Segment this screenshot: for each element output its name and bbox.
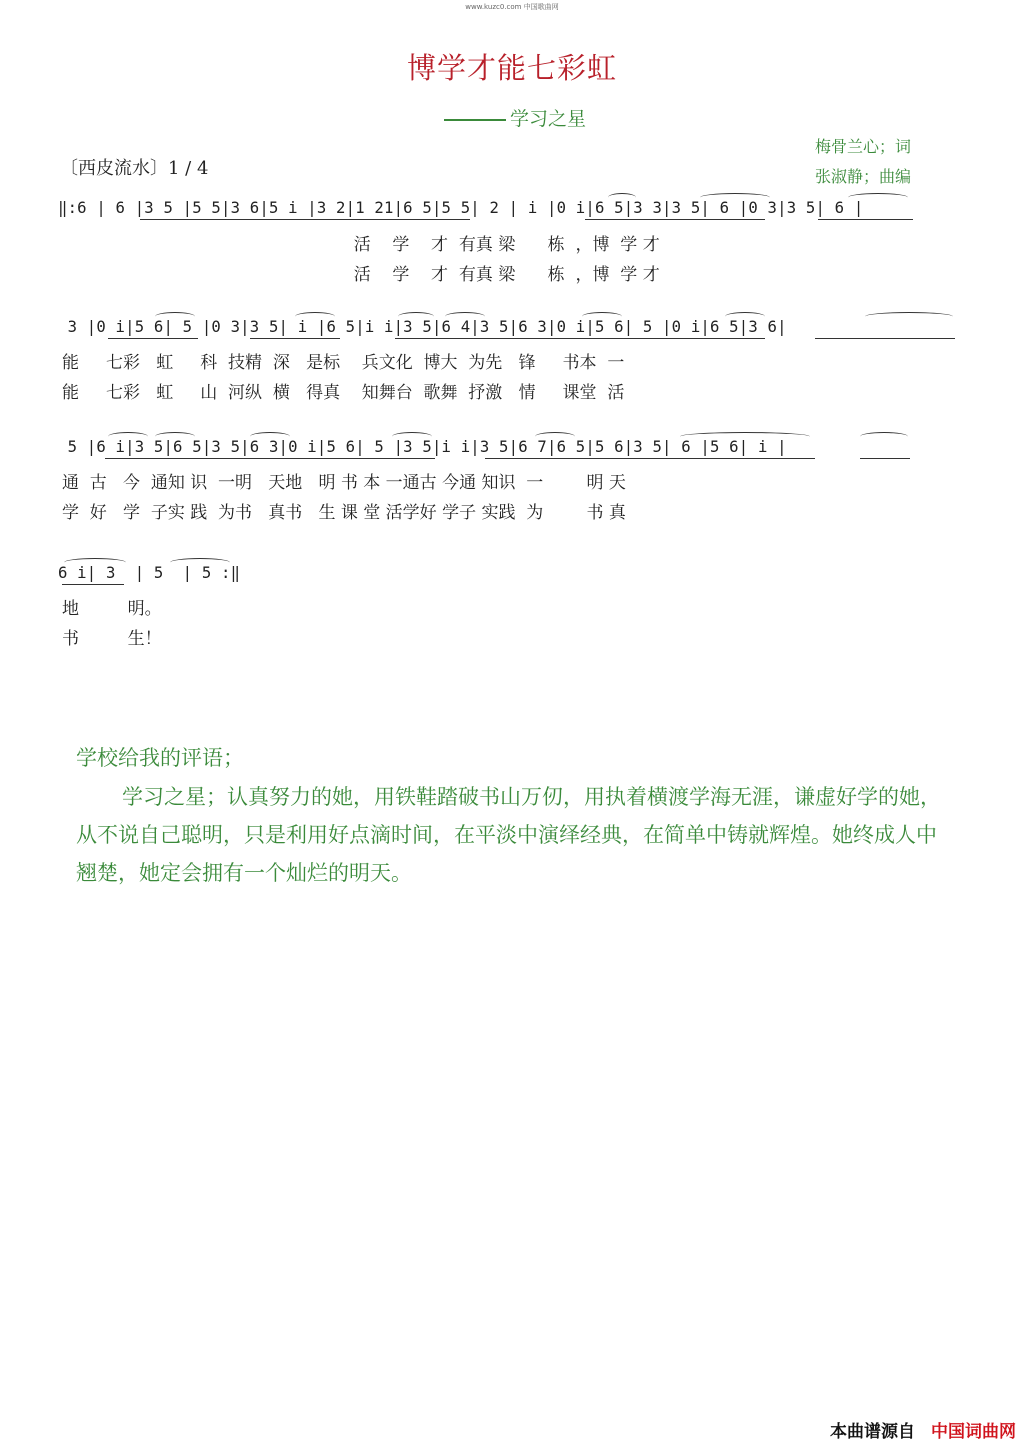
slur-mark <box>860 432 908 441</box>
slur-mark <box>700 193 770 202</box>
slur-mark <box>155 312 195 321</box>
score-line-2-lyrics-verse-2: 能 七彩 虹 山 河纵 横 得真 知舞台 歌舞 抒激 情 课堂 活 <box>62 383 625 403</box>
score-line-1-lyrics-verse-2: 活 学 才 有真 梁 栋 ，博 学 才 <box>62 265 660 285</box>
rhythm-underline <box>485 458 815 459</box>
score-line-1-lyrics-verse-1: 活 学 才 有真 梁 栋 ，博 学 才 <box>62 235 660 255</box>
rhythm-underline <box>250 338 340 339</box>
lyricist-credit: 梅骨兰心；词 <box>815 137 912 156</box>
slur-mark <box>108 432 148 441</box>
score-line-3-notes: 5 |6 i|3 5|6 5|3 5|6 3|0 i|5 6| 5 |3 5|i i|3 5|6 7|6 5|5 6|3 5| 6 |5 6| i | <box>58 438 787 456</box>
score-line-2-lyrics-verse-1: 能 七彩 虹 科 技精 深 是标 兵文化 博大 为先 锋 书本 一 <box>62 353 625 373</box>
slur-mark <box>295 312 335 321</box>
subtitle-dash <box>444 119 506 121</box>
slur-mark <box>392 432 432 441</box>
slur-mark <box>445 312 485 321</box>
slur-mark <box>725 312 765 321</box>
rhythm-underline <box>585 219 765 220</box>
composer-credit: 张淑静；曲编 <box>815 167 912 186</box>
rhythm-underline <box>105 458 435 459</box>
slur-mark <box>865 312 953 321</box>
rhythm-underline <box>140 219 470 220</box>
slur-mark <box>608 193 636 202</box>
rhythm-underline <box>818 219 913 220</box>
comment-title: 学校给我的评语； <box>76 746 244 770</box>
score-line-4-notes: 6 i| 3 | 5 | 5 :‖ <box>58 564 241 582</box>
rhythm-underline <box>62 584 124 585</box>
rhythm-underline <box>395 338 765 339</box>
slur-mark <box>155 432 195 441</box>
source-url: www.kuzc0.com 中国歌曲网 <box>465 3 559 11</box>
footer-site-name: 中国词曲网 <box>931 1422 1016 1442</box>
slur-mark <box>170 558 230 567</box>
comment-body: 学习之星；认真努力的她，用铁鞋踏破书山万仞，用执着横渡学海无涯，谦虚好学的她，从不说自己聪明，只是利用好点滴时间，在平淡中演绎经典，在简单中铸就辉煌。她终成人中翘楚，她定会拥有一个灿烂的明天。 <box>76 785 941 885</box>
slur-mark <box>848 193 908 202</box>
slur-mark <box>64 558 126 567</box>
tempo-marking: 〔西皮流水〕1 / 4 <box>60 158 209 179</box>
score-line-2-notes: 3 |0 i|5 6| 5 |0 3|3 5| i |6 5|i i|3 5|6 4|3 5|6 3|0 i|5 6| 5 |0 i|6 5|3 6| <box>58 318 787 336</box>
song-title: 博学才能七彩虹 <box>406 51 617 85</box>
rhythm-underline <box>108 338 198 339</box>
slur-mark <box>535 432 575 441</box>
slur-mark <box>250 432 290 441</box>
subtitle-text: 学习之星 <box>510 108 587 130</box>
score-line-4-lyrics-verse-1: 地 明。 <box>62 599 162 619</box>
score-line-3-lyrics-verse-2: 学 好 学 子实 践 为书 真书 生 课 堂 活学好 学子 实践 为 书 真 <box>62 503 626 523</box>
slur-mark <box>582 312 622 321</box>
score-line-3-lyrics-verse-1: 通 古 今 通知 识 一明 天地 明 书 本 一通古 今通 知识 一 明 天 <box>62 473 626 493</box>
footer-source-label: 本曲谱源自 <box>830 1422 915 1442</box>
song-subtitle <box>444 104 586 131</box>
rhythm-underline <box>815 338 955 339</box>
slur-mark <box>680 432 810 441</box>
slur-mark <box>398 312 434 321</box>
rhythm-underline <box>860 458 910 459</box>
score-line-4-lyrics-verse-2: 书 生！ <box>62 629 162 649</box>
score-line-1-notes: ‖:6 | 6 |3 5 |5 5|3 6|5 i |3 2|1 21|6 5|5 5| 2 | i |0 i|6 5|3 3|3 5| 6 |0 3|3 5| 6 | <box>58 199 864 217</box>
footer-attribution <box>830 1417 1016 1442</box>
